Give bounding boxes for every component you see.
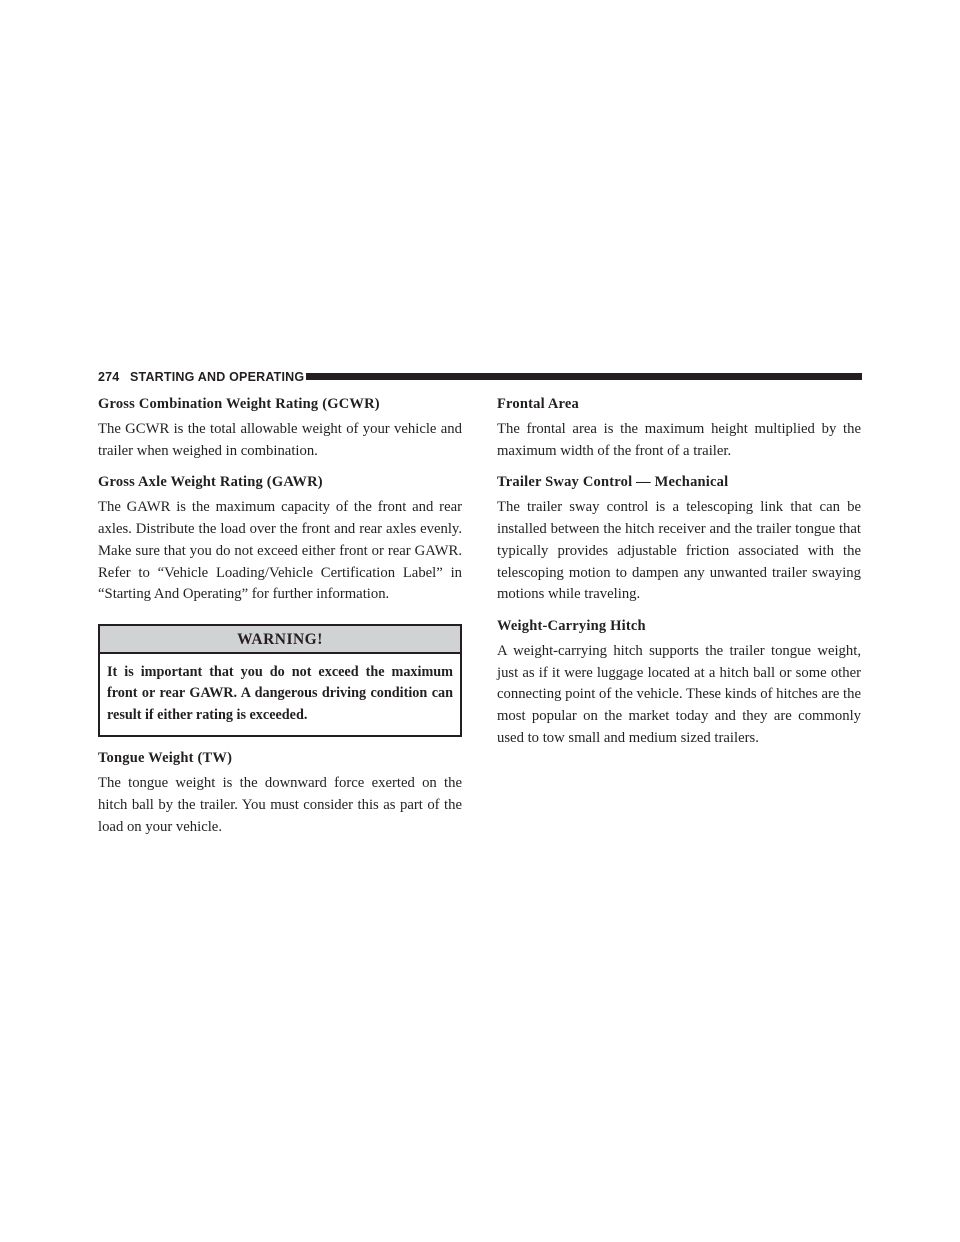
page-number: 274 (98, 370, 120, 384)
sway-control-heading: Trailer Sway Control — Mechanical (497, 474, 729, 491)
gcwr-heading: Gross Combination Weight Rating (GCWR) (98, 396, 380, 412)
section-title: STARTING AND OPERATING (130, 370, 305, 384)
frontal-area-heading: Frontal Area (497, 396, 580, 412)
page-header (98, 368, 862, 386)
gawr-heading: Gross Axle Weight Rating (GAWR) (98, 474, 323, 491)
sway-control-paragraph: The trailer sway control is a telescoping link that can be installed between the hitch receiver and the trailer tongue that typically provides adjustable friction associated with the telescoping motion to dampen any unwanted trailer swaying motions while traveling. (497, 499, 861, 603)
gcwr-paragraph: The GCWR is the total allowable weight of your vehicle and trailer when weighed in combination. (98, 421, 462, 459)
left-column (98, 394, 462, 839)
right-column (497, 394, 861, 749)
tongue-weight-heading: Tongue Weight (TW) (98, 750, 233, 767)
gawr-paragraph: The GAWR is the maximum capacity of the front and rear axles. Distribute the load over the front and rear axles evenly. Make sure that you do not exceed either front or rear GAWR. Refer to “Vehicle Loading/Vehicle Certification Label” in “Starting And Operating” for further information. (98, 499, 462, 603)
warning-title: WARNING! (100, 626, 460, 654)
weight-carrying-hitch-paragraph: A weight-carrying hitch supports the trailer tongue weight, just as if it were luggage located at a hitch ball or some other connecting point of the vehicle. These kinds of hitches are the most popular on the market today and they are commonly used to tow small and medium sized trailers. (497, 642, 861, 746)
warning-text: It is important that you do not exceed the maximum front or rear GAWR. A dangerous driving condition can result if either rating is exceeded. (107, 663, 453, 723)
weight-carrying-hitch-heading: Weight-Carrying Hitch (497, 617, 646, 634)
warning-box (98, 624, 462, 738)
frontal-area-paragraph: The frontal area is the maximum height multiplied by the maximum width of the front of a trailer. (497, 421, 861, 459)
tongue-weight-paragraph: The tongue weight is the downward force exerted on the hitch ball by the trailer. You must consider this as part of the load on your vehicle. (98, 775, 462, 835)
header-rule (306, 373, 862, 380)
